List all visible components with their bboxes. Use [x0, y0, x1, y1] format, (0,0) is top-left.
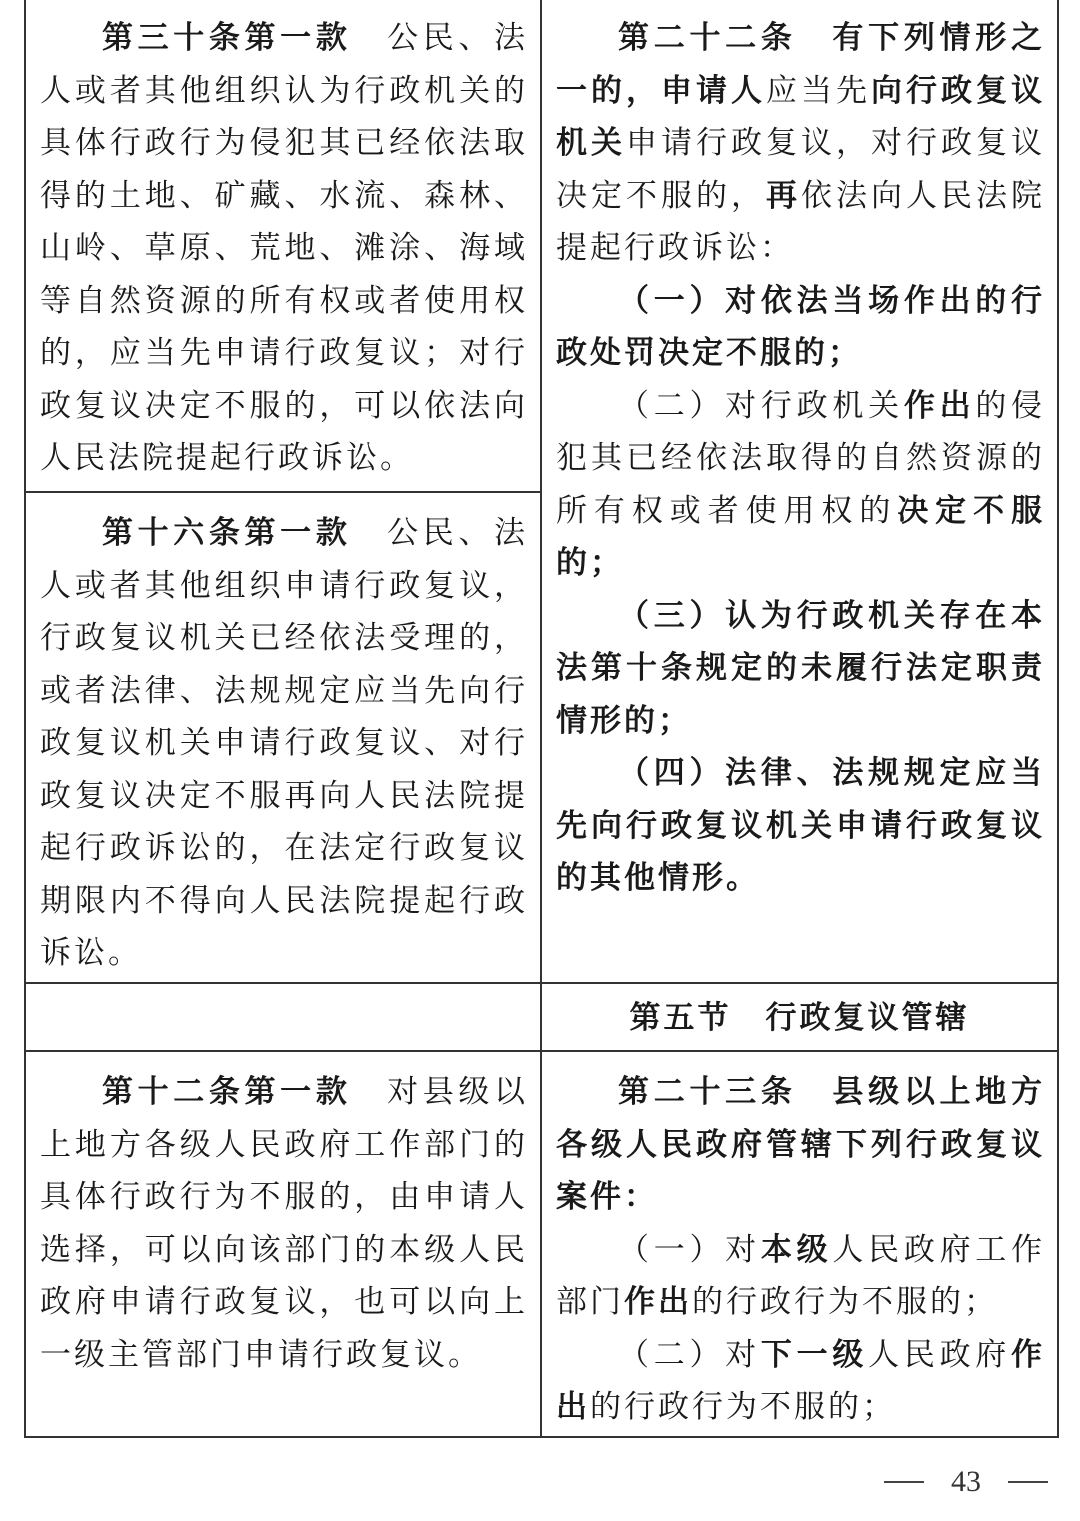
- page-number: [884, 1462, 1048, 1502]
- article-body: 公民、法人或者其他组织认为行政机关的具体行政行为侵犯其已经依法取得的土地、矿藏、水流、森林、山岭、草原、荒地、滩涂、海域等自然资源的所有权或者使用权的，应当先申请行政复议；对行政复议决定不服的，可以依法向人民法院提起行政诉讼。: [40, 20, 529, 476]
- text-segment: 应当先: [766, 72, 871, 109]
- old-article-16-cell: [25, 492, 541, 983]
- text-segment: 人民政府工作部: [556, 1231, 1046, 1320]
- text-segment: 作出: [556, 1336, 1046, 1425]
- old-article-16-paragraph: [40, 507, 528, 980]
- old-article-30-cell: [25, 0, 541, 492]
- article-title: 第十六条第一款: [102, 515, 352, 551]
- list-item: [556, 1329, 1045, 1434]
- text-segment: 再: [766, 177, 801, 214]
- text-segment: 门: [590, 1284, 624, 1320]
- text-segment: 的行政行为不服的；: [692, 1284, 998, 1320]
- new-article-22-intro: [556, 12, 1045, 275]
- text-segment: （二）对: [618, 1336, 761, 1373]
- list-item: （三）认为行政机关存在本法第十条规定的未履行法定职责情形的；: [556, 597, 1045, 739]
- page-number-text: 43: [951, 1465, 981, 1498]
- article-title: 第十二条第一款: [102, 1074, 352, 1110]
- text-segment: 作出: [624, 1284, 692, 1320]
- article-body: 对县级以上地方各级人民政府工作部门的具体行政行为不服的，由申请人选择，可以向该部门的本级人民政府申请行政复议，也可以向上一级主管部门申请行政复议。: [40, 1074, 529, 1373]
- table-row: [25, 0, 1058, 492]
- text-segment: 有下列情形之一的，: [556, 20, 1046, 109]
- article-body: 公民、法人或者其他组织申请行政复议，行政复议机关已经依法受理的，或者法律、法规规定应当先向行政复议机关申请行政复议、对行政复议决定不服再向人民法院提起行政诉讼的，在法定行政复议期限内不得向人民法院提起行政诉讼。: [40, 515, 529, 971]
- text-segment: 申请人: [661, 72, 766, 109]
- list-item: （四）法律、法规规定应当先向行政复议机关申请行政复议的其他情形。: [556, 755, 1045, 896]
- empty-cell: [25, 983, 541, 1051]
- text-segment: 的行政行为不服的；: [590, 1389, 896, 1425]
- text-segment: 申请行政复议，对行政复议决定不服的，: [556, 125, 1045, 214]
- new-article-22-cell: [541, 0, 1058, 983]
- new-article-23-cell: [541, 1051, 1058, 1437]
- text-segment: 下一级: [760, 1336, 869, 1373]
- old-article-12-paragraph: [40, 1066, 528, 1381]
- list-item: [556, 1224, 1045, 1329]
- article-title: 第二十三条: [618, 1074, 797, 1110]
- list-item: （一）对依法当场作出的行政处罚决定不服的；: [556, 282, 1045, 371]
- text-segment: （二）对: [618, 387, 761, 424]
- article-body: 县级以上地方各级人民政府管辖下列行政复议案件：: [556, 1074, 1046, 1215]
- list-item: [556, 380, 1045, 590]
- text-segment: 的侵犯其已经依法取得的自然资源的所有权或者使用权的: [556, 387, 1046, 529]
- article-title: 第二十二条: [618, 20, 797, 56]
- section-heading: 第五节 行政复议管辖: [629, 1000, 970, 1036]
- text-segment: （一）对: [618, 1231, 761, 1268]
- old-article-30-paragraph: [40, 12, 528, 485]
- dash-right: [1008, 1481, 1048, 1483]
- section-heading-cell: [541, 983, 1058, 1051]
- table-row: [25, 1051, 1058, 1437]
- dash-left: [884, 1481, 924, 1483]
- text-segment: 作出: [903, 387, 976, 424]
- text-segment: 本级: [760, 1231, 833, 1268]
- text-segment: 依法向人民法院提起行政诉讼：: [556, 177, 1045, 266]
- text-segment: 向行政复议机关: [556, 72, 1045, 161]
- text-segment: 决定不服的；: [556, 492, 1045, 581]
- comparison-table: [24, 0, 1059, 1438]
- text-segment: 人民政府: [868, 1336, 1012, 1373]
- old-article-12-cell: [25, 1051, 541, 1437]
- article-title: 第三十条第一款: [102, 20, 352, 56]
- text-segment: 行政机关: [760, 387, 904, 424]
- table-row: [25, 983, 1058, 1051]
- new-article-23-intro: [556, 1066, 1045, 1224]
